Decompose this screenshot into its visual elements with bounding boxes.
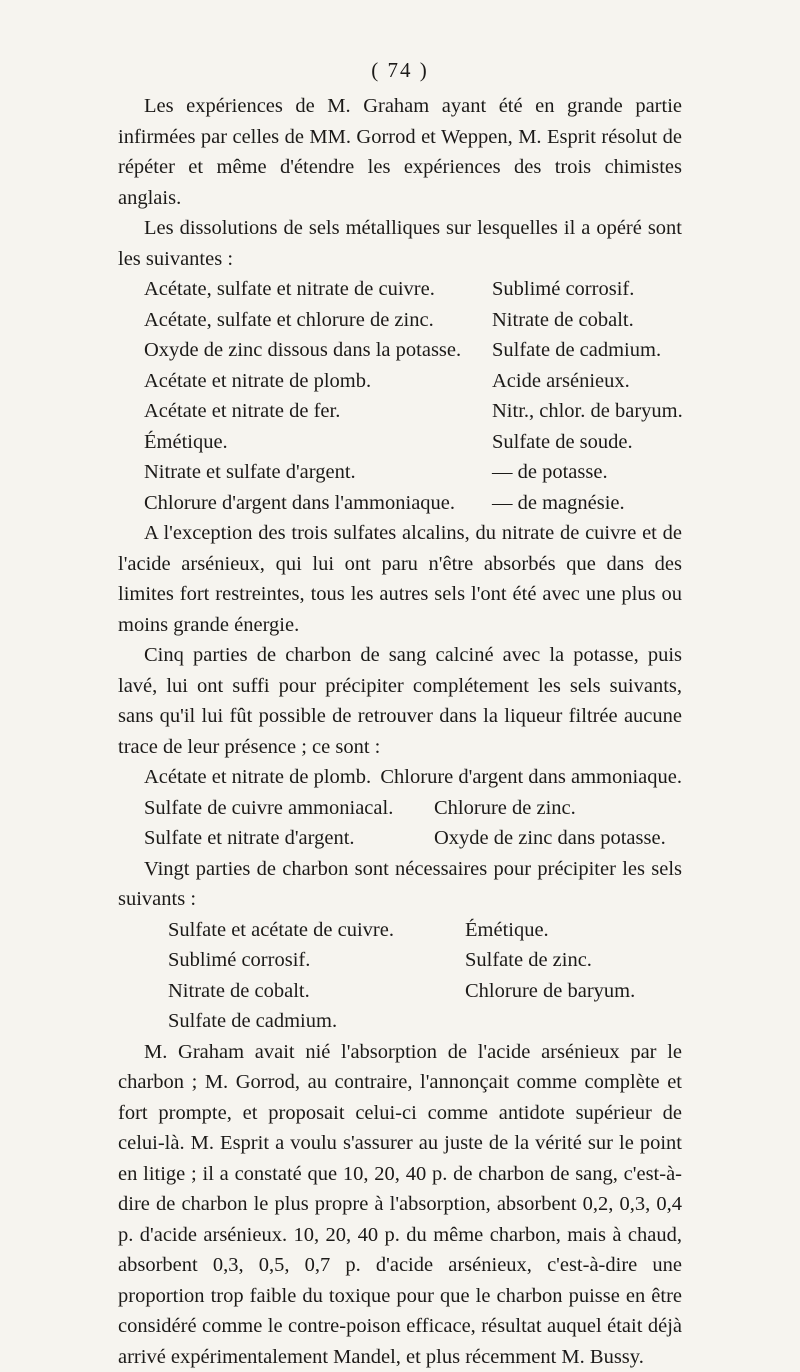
paragraph-vingt-parties: Vingt parties de charbon sont nécessaires pour précipiter les sels suivants :	[118, 854, 682, 915]
list-item	[144, 396, 682, 427]
list-item-right: Acide arsénieux.	[492, 366, 682, 397]
list-item-right: Chlorure de zinc.	[434, 793, 682, 824]
list-item	[144, 793, 682, 824]
list-item	[144, 823, 682, 854]
paragraph-graham: M. Graham avait nié l'absorption de l'acide arsénieux par le charbon ; M. Gorrod, au contraire, l'annonçait comme complète et fort prompte, et proposait celui-ci comme antidote supérieur de celui-là. M. Esprit a voulu s'assurer au juste de la vérité sur le point en litige ; il a constaté que 10, 20, 40 p. de charbon de sang, c'est-à-dire de charbon le plus propre à l'absorption, absorbent 0,2, 0,3, 0,4 p. d'acide arsénieux. 10, 20, 40 p. du même charbon, mais à chaud, absorbent 0,3, 0,5, 0,7 p. d'acide arsénieux, c'est-à-dire une proportion trop faible du toxique pour que le charbon puisse en être considéré comme le contre-poison efficace, résultat auquel était déjà arrivé expérimentalement Mandel, et plus récemment M. Bussy.	[118, 1037, 682, 1372]
list-item-right: Émétique.	[465, 915, 682, 946]
list-item-left: Acétate et nitrate de fer.	[144, 396, 340, 427]
list-item	[168, 945, 682, 976]
page-number: ( 74 )	[118, 58, 682, 83]
list-item-left: Nitrate de cobalt.	[168, 976, 465, 1007]
list-item-right: — de potasse.	[492, 457, 682, 488]
salts-list	[118, 274, 682, 518]
list-item-left: Sulfate de cuivre ammoniacal.	[144, 793, 434, 824]
paragraph-intro: Les expériences de M. Graham ayant été en grande partie infirmées par celles de MM. Gorrod et Weppen, M. Esprit résolut de répéter et même d'étendre les expériences des trois chimistes anglais.	[118, 91, 682, 213]
list-item	[168, 915, 682, 946]
list-item-right: Sublimé corrosif.	[492, 274, 682, 305]
list-item-right: Sulfate de cadmium.	[492, 335, 682, 366]
list-item	[144, 335, 682, 366]
list-item	[168, 1006, 682, 1037]
list-item	[144, 457, 682, 488]
list-item	[144, 427, 682, 458]
list-item-left: Acétate, sulfate et nitrate de cuivre.	[144, 274, 435, 305]
list-item-left: Émétique.	[144, 427, 228, 458]
list-item-left: Acétate et nitrate de plomb.	[144, 366, 371, 397]
list-item	[168, 976, 682, 1007]
list-item	[144, 366, 682, 397]
list-item	[144, 488, 682, 519]
list-item-right: — de magnésie.	[492, 488, 682, 519]
list-item-left: Acétate, sulfate et chlorure de zinc.	[144, 305, 434, 336]
list-item-right: Sulfate de soude.	[492, 427, 682, 458]
list-item-left: Oxyde de zinc dissous dans la potasse.	[144, 335, 461, 366]
list-item-right: Sulfate de zinc.	[465, 945, 682, 976]
list-item-right: Chlorure d'argent dans ammoniaque.	[380, 762, 682, 793]
list-item-left: Sulfate de cadmium.	[168, 1006, 465, 1037]
list-item-left: Sulfate et nitrate d'argent.	[144, 823, 434, 854]
list-item	[144, 305, 682, 336]
twenty-parts-list	[118, 915, 682, 1037]
paragraph-dissolutions: Les dissolutions de sels métalliques sur lesquelles il a opéré sont les suivantes :	[118, 213, 682, 274]
list-item-left: Nitrate et sulfate d'argent.	[144, 457, 356, 488]
list-item-right	[465, 1006, 682, 1037]
list-item-left: Sulfate et acétate de cuivre.	[168, 915, 465, 946]
list-item	[144, 274, 682, 305]
list-item-left: Acétate et nitrate de plomb.	[144, 762, 380, 793]
list-item-left: Sublimé corrosif.	[168, 945, 465, 976]
paragraph-exception: A l'exception des trois sulfates alcalins, du nitrate de cuivre et de l'acide arsénieux, qui lui ont paru n'être absorbés que dans des limites fort restreintes, tous les autres sels l'ont été avec une plus ou moins grande énergie.	[118, 518, 682, 640]
list-item-right: Nitrate de cobalt.	[492, 305, 682, 336]
paragraph-cinq-parties: Cinq parties de charbon de sang calciné avec la potasse, puis lavé, lui ont suffi pour précipiter complétement les sels suivants, sans qu'il lui fût possible de retrouver dans la liqueur filtrée aucune trace de leur présence ; ce sont :	[118, 640, 682, 762]
list-item	[144, 762, 682, 793]
five-parts-list	[118, 762, 682, 854]
list-item-left: Chlorure d'argent dans l'ammoniaque.	[144, 488, 455, 519]
list-item-right: Chlorure de baryum.	[465, 976, 682, 1007]
list-item-right: Nitr., chlor. de baryum.	[492, 396, 682, 427]
list-item-right: Oxyde de zinc dans potasse.	[434, 823, 682, 854]
